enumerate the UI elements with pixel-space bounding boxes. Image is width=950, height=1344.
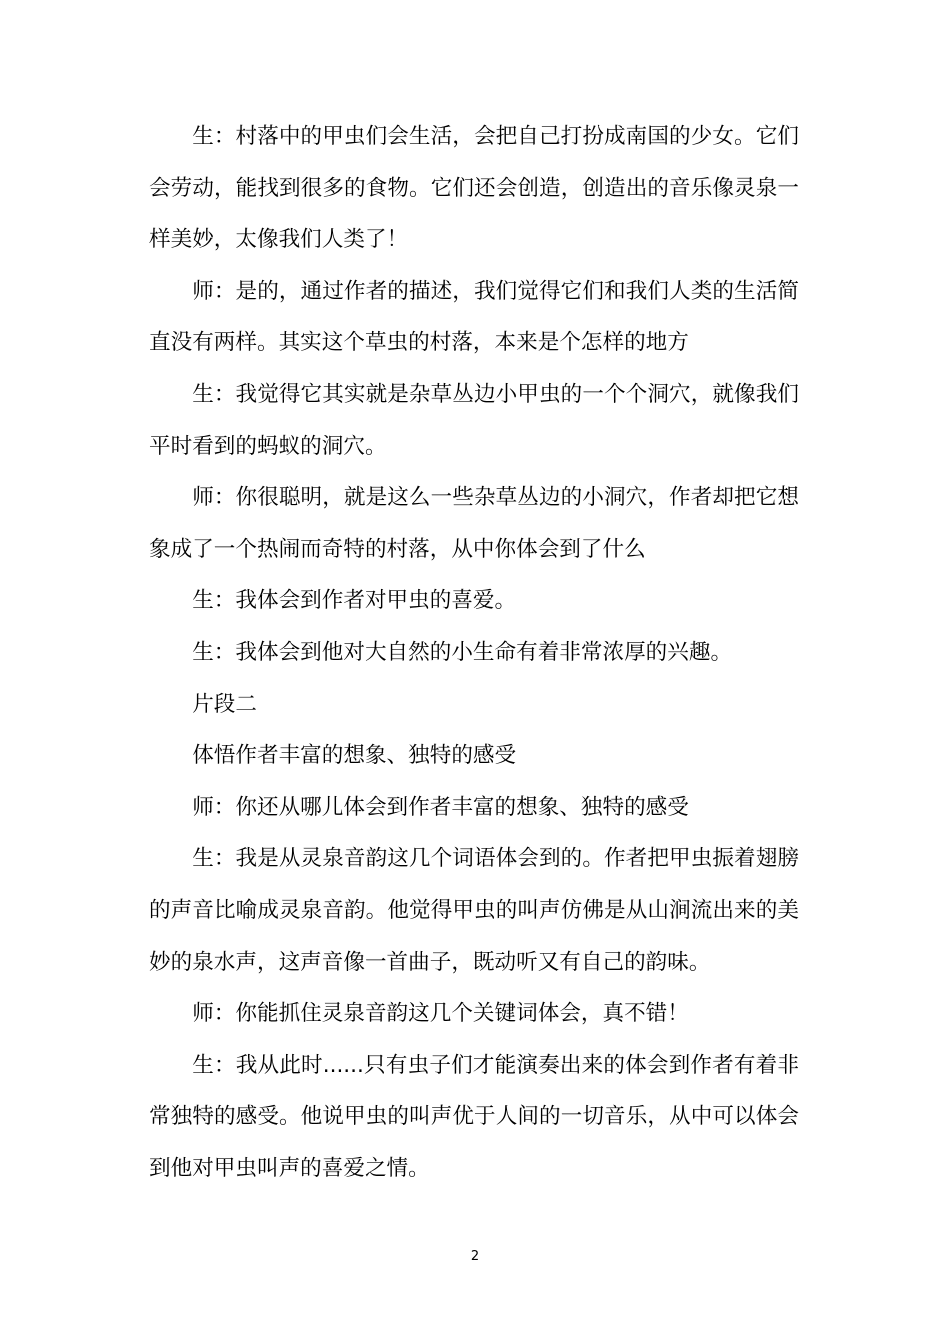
section-subtitle: 体悟作者丰富的想象、独特的感受 <box>192 743 517 769</box>
document-body <box>149 111 799 1194</box>
paragraph: 师：你能抓住灵泉音韵这几个关键词体会，真不错！ <box>192 1001 689 1027</box>
paragraph: 师：是的，通过作者的描述，我们觉得它们和我们人类的生活简直没有两样。其实这个草虫的村落，本来是个怎样的地方 <box>149 278 799 356</box>
paragraph: 师：你还从哪儿体会到作者丰富的想象、独特的感受 <box>192 794 689 820</box>
paragraph: 生：我体会到他对大自然的小生命有着非常浓厚的兴趣。 <box>192 639 733 665</box>
paragraph: 生：村落中的甲虫们会生活，会把自己打扮成南国的少女。它们会劳动，能找到很多的食物。它们还会创造，创造出的音乐像灵泉一样美妙，太像我们人类了！ <box>149 124 799 253</box>
paragraph: 生：我从此时......只有虫子们才能演奏出来的体会到作者有着非常独特的感受。他说甲虫的叫声优于人间的一切音乐，从中可以体会到他对甲虫叫声的喜爱之情。 <box>149 1052 799 1181</box>
paragraph: 生：我体会到作者对甲虫的喜爱。 <box>192 588 517 614</box>
page-number: 2 <box>470 1249 480 1264</box>
paragraph: 生：我觉得它其实就是杂草丛边小甲虫的一个个洞穴，就像我们平时看到的蚂蚁的洞穴。 <box>149 381 799 459</box>
paragraph: 生：我是从灵泉音韵这几个词语体会到的。作者把甲虫振着翅膀的声音比喻成灵泉音韵。他觉得甲虫的叫声仿佛是从山涧流出来的美妙的泉水声，这声音像一首曲子，既动听又有自己的韵味。 <box>149 846 799 975</box>
section-heading: 片段二 <box>192 691 257 717</box>
paragraph: 师：你很聪明，就是这么一些杂草丛边的小洞穴，作者却把它想象成了一个热闹而奇特的村落，从中你体会到了什么 <box>149 485 799 562</box>
